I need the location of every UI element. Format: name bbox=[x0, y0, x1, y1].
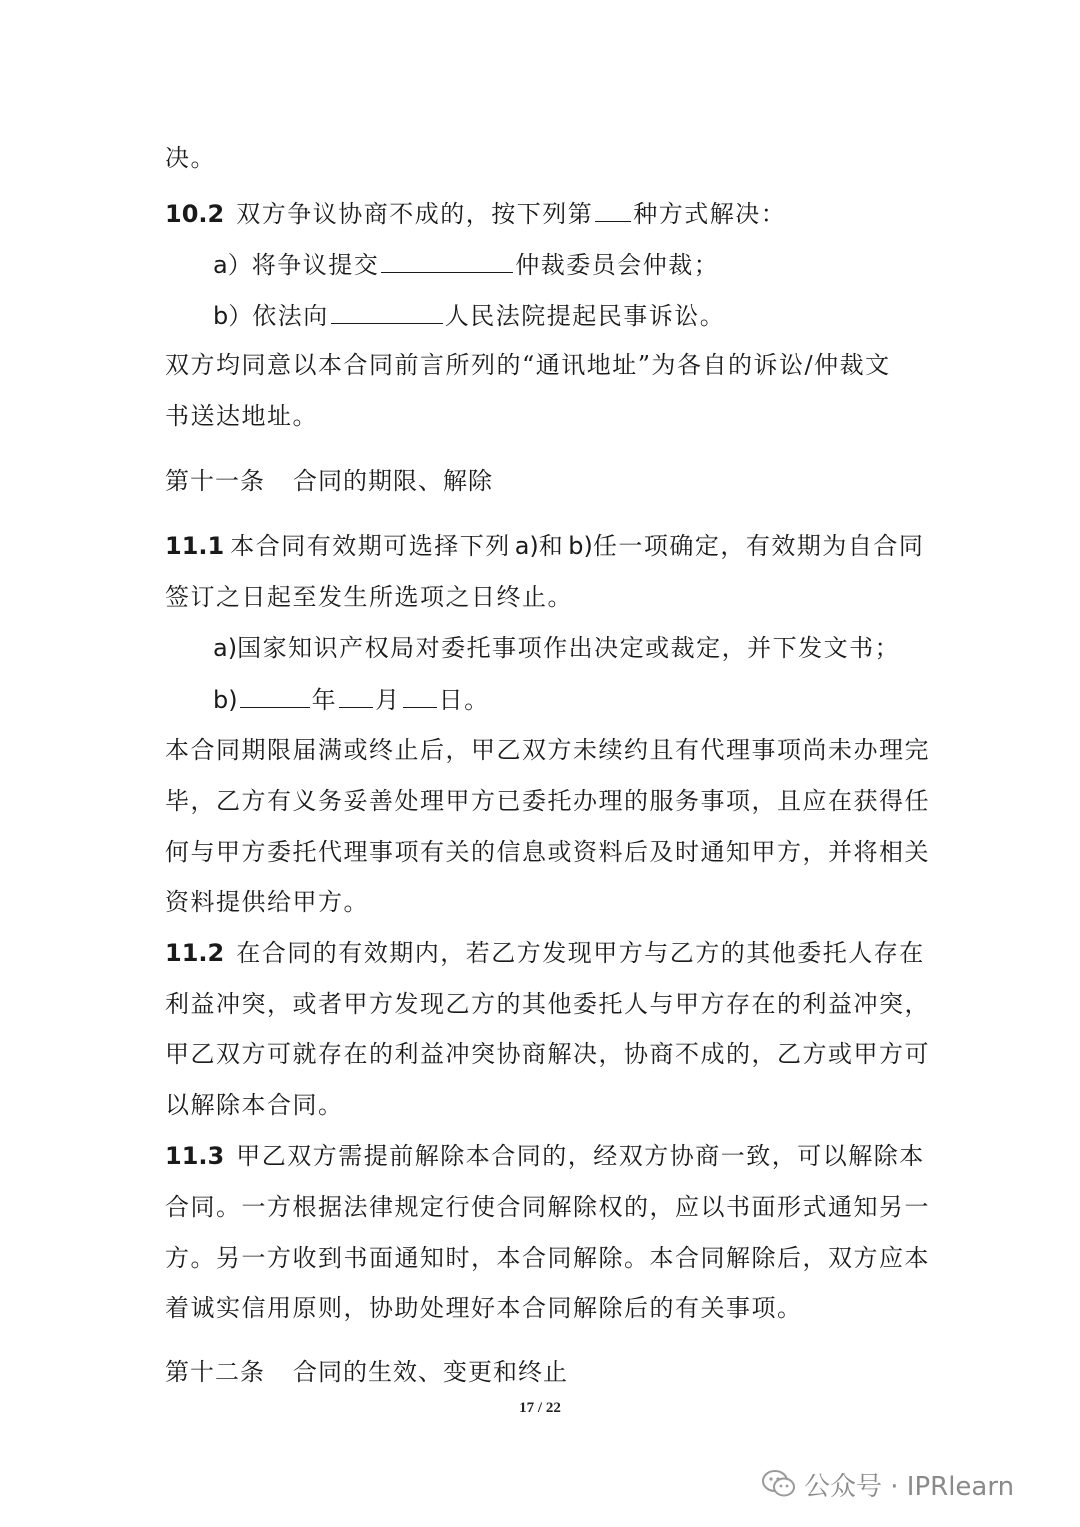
clause-11-3 bbox=[165, 1140, 925, 1172]
paragraph-line: 方。另一方收到书面通知时，本合同解除。本合同解除后，双方应本 bbox=[165, 1244, 930, 1272]
blank-field bbox=[403, 683, 437, 708]
blank-field bbox=[339, 683, 373, 708]
blank-field bbox=[240, 683, 310, 708]
blank-field bbox=[381, 248, 513, 273]
option-label: b） bbox=[213, 302, 253, 330]
article-number: 第十二条 bbox=[165, 1358, 265, 1386]
paragraph-line: 着诚实信用原则，协助处理好本合同解除后的有关事项。 bbox=[165, 1294, 803, 1322]
option-label: a) bbox=[213, 634, 238, 662]
paragraph-line: 甲乙双方可就存在的利益冲突协商解决，协商不成的，乙方或甲方可 bbox=[165, 1040, 930, 1068]
paragraph-line: 资料提供给甲方。 bbox=[165, 888, 369, 916]
clause-number: 11.2 bbox=[165, 939, 225, 967]
option-text: 国家知识产权局对委托事项作出决定或裁定，并下发文书； bbox=[237, 634, 901, 662]
clause-number: 11.1 bbox=[165, 532, 225, 560]
clause-number: 11.3 bbox=[165, 1142, 225, 1170]
clause-text: a) bbox=[514, 532, 539, 560]
date-unit: 月 bbox=[375, 686, 401, 714]
paragraph-line: 本合同期限届满或终止后，甲乙双方未续约且有代理事项尚未办理完 bbox=[165, 736, 930, 764]
option-label: b) bbox=[213, 686, 238, 714]
clause-number: 10.2 bbox=[165, 200, 225, 228]
watermark-text: 公众号 · IPRlearn bbox=[804, 1471, 1015, 1502]
option-a bbox=[213, 248, 719, 281]
clause-text: 在合同的有效期内，若乙方发现甲方与乙方的其他委托人存在 bbox=[236, 939, 925, 967]
article-12-heading bbox=[165, 1356, 568, 1388]
clause-text: 和 bbox=[538, 532, 565, 560]
option-text: 将争议提交 bbox=[251, 251, 380, 279]
paragraph-line: 书送达地址。 bbox=[165, 402, 318, 430]
blank-field bbox=[595, 197, 631, 222]
option-label: a） bbox=[213, 251, 252, 279]
paragraph-line: 以解除本合同。 bbox=[165, 1091, 344, 1119]
clause-11-1 bbox=[165, 530, 924, 562]
wechat-watermark bbox=[762, 1466, 1014, 1502]
option-text: 人民法院提起民事诉讼。 bbox=[444, 302, 726, 330]
clause-text: 种方式解决： bbox=[633, 200, 787, 228]
paragraph-line: 签订之日起至发生所选项之日终止。 bbox=[165, 583, 573, 611]
option-text: 依法向 bbox=[252, 302, 329, 330]
paragraph-line: 合同。一方根据法律规定行使合同解除权的，应以书面形式通知另一 bbox=[165, 1193, 930, 1221]
paragraph-line: 双方均同意以本合同前言所列的“通讯地址”为各自的诉讼/仲裁文 bbox=[165, 351, 891, 379]
article-title: 合同的期限、解除 bbox=[293, 467, 493, 495]
article-11-heading bbox=[165, 465, 493, 497]
wechat-icon bbox=[762, 1469, 796, 1499]
date-unit: 日。 bbox=[438, 686, 490, 714]
clause-text: 双方争议协商不成的，按下列第 bbox=[236, 200, 594, 228]
article-title: 合同的生效、变更和终止 bbox=[293, 1358, 568, 1386]
clause-text: 本合同有效期可选择下列 bbox=[230, 532, 511, 560]
option-text: 仲裁委员会仲裁； bbox=[515, 251, 720, 279]
option-a bbox=[213, 632, 900, 664]
clause-text: 甲乙双方需提前解除本合同的，经双方协商一致，可以解除本 bbox=[236, 1142, 925, 1170]
paragraph-line: 毕，乙方有义务妥善处理甲方已委托办理的服务事项，且应在获得任 bbox=[165, 787, 930, 815]
date-unit: 年 bbox=[311, 686, 338, 714]
clause-10-2 bbox=[165, 197, 786, 230]
clause-text: b) bbox=[568, 532, 593, 560]
option-b bbox=[213, 299, 725, 332]
paragraph-line: 何与甲方委托代理事项有关的信息或资料后及时通知甲方，并将相关 bbox=[165, 838, 930, 866]
paragraph-line: 利益冲突，或者甲方发现乙方的其他委托人与甲方存在的利益冲突， bbox=[165, 990, 930, 1018]
option-b bbox=[213, 683, 490, 716]
paragraph-line: 决。 bbox=[165, 144, 216, 172]
page-number: 17 / 22 bbox=[519, 1400, 561, 1416]
clause-11-2 bbox=[165, 937, 925, 969]
clause-text: 任一项确定，有效期为自合同 bbox=[592, 532, 925, 560]
article-number: 第十一条 bbox=[165, 467, 265, 495]
blank-field bbox=[331, 299, 443, 324]
